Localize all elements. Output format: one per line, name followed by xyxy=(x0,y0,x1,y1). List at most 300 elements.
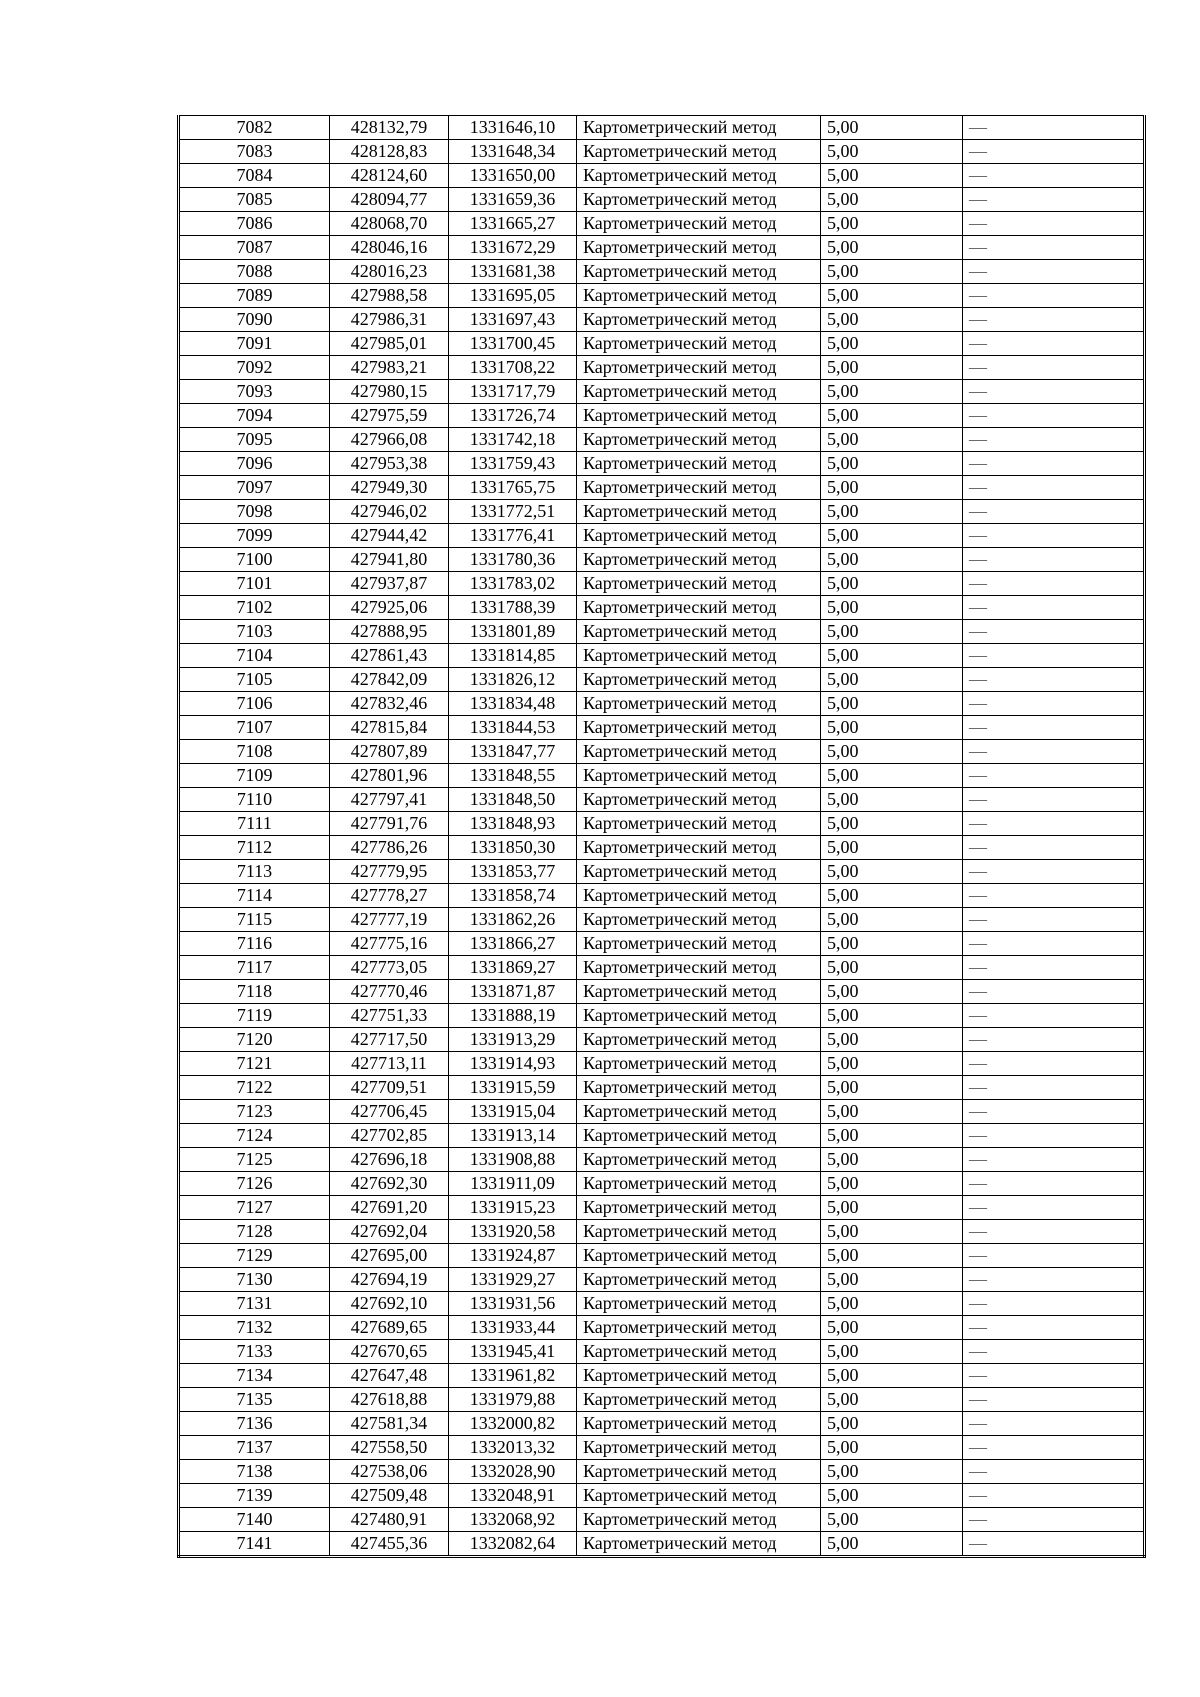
method-cell: Картометрический метод xyxy=(577,1148,821,1172)
point-number-cell: 7109 xyxy=(179,764,330,788)
table-row xyxy=(179,812,1145,836)
accuracy-cell: 5,00 xyxy=(821,1364,963,1388)
accuracy-cell: 5,00 xyxy=(821,764,963,788)
table-row xyxy=(179,356,1145,380)
table-row xyxy=(179,1004,1145,1028)
x-coordinate-cell: 427455,36 xyxy=(330,1532,449,1557)
y-coordinate-cell: 1332068,92 xyxy=(449,1508,577,1532)
accuracy-cell: 5,00 xyxy=(821,788,963,812)
method-cell: Картометрический метод xyxy=(577,356,821,380)
x-coordinate-cell: 427988,58 xyxy=(330,284,449,308)
x-coordinate-cell: 427670,65 xyxy=(330,1340,449,1364)
x-coordinate-cell: 427558,50 xyxy=(330,1436,449,1460)
y-coordinate-cell: 1331913,29 xyxy=(449,1028,577,1052)
point-number-cell: 7095 xyxy=(179,428,330,452)
description-cell: — xyxy=(963,836,1145,860)
y-coordinate-cell: 1331888,19 xyxy=(449,1004,577,1028)
accuracy-cell: 5,00 xyxy=(821,476,963,500)
accuracy-cell: 5,00 xyxy=(821,1172,963,1196)
point-number-cell: 7100 xyxy=(179,548,330,572)
x-coordinate-cell: 427953,38 xyxy=(330,452,449,476)
y-coordinate-cell: 1331853,77 xyxy=(449,860,577,884)
accuracy-cell: 5,00 xyxy=(821,1508,963,1532)
y-coordinate-cell: 1331848,93 xyxy=(449,812,577,836)
method-cell: Картометрический метод xyxy=(577,596,821,620)
x-coordinate-cell: 428128,83 xyxy=(330,140,449,164)
table-row xyxy=(179,764,1145,788)
table-row xyxy=(179,332,1145,356)
description-cell: — xyxy=(963,1052,1145,1076)
description-cell: — xyxy=(963,1172,1145,1196)
description-cell: — xyxy=(963,1004,1145,1028)
description-cell: — xyxy=(963,1412,1145,1436)
point-number-cell: 7121 xyxy=(179,1052,330,1076)
x-coordinate-cell: 427509,48 xyxy=(330,1484,449,1508)
point-number-cell: 7093 xyxy=(179,380,330,404)
table-row xyxy=(179,1508,1145,1532)
accuracy-cell: 5,00 xyxy=(821,212,963,236)
point-number-cell: 7126 xyxy=(179,1172,330,1196)
description-cell: — xyxy=(963,860,1145,884)
point-number-cell: 7086 xyxy=(179,212,330,236)
description-cell: — xyxy=(963,1220,1145,1244)
method-cell: Картометрический метод xyxy=(577,260,821,284)
point-number-cell: 7129 xyxy=(179,1244,330,1268)
method-cell: Картометрический метод xyxy=(577,380,821,404)
table-row xyxy=(179,692,1145,716)
method-cell: Картометрический метод xyxy=(577,1076,821,1100)
description-cell: — xyxy=(963,764,1145,788)
x-coordinate-cell: 427778,27 xyxy=(330,884,449,908)
x-coordinate-cell: 427647,48 xyxy=(330,1364,449,1388)
x-coordinate-cell: 427691,20 xyxy=(330,1196,449,1220)
x-coordinate-cell: 427944,42 xyxy=(330,524,449,548)
table-row xyxy=(179,644,1145,668)
table-row xyxy=(179,788,1145,812)
point-number-cell: 7127 xyxy=(179,1196,330,1220)
accuracy-cell: 5,00 xyxy=(821,836,963,860)
accuracy-cell: 5,00 xyxy=(821,1484,963,1508)
x-coordinate-cell: 428124,60 xyxy=(330,164,449,188)
table-row xyxy=(179,1412,1145,1436)
x-coordinate-cell: 427797,41 xyxy=(330,788,449,812)
point-number-cell: 7098 xyxy=(179,500,330,524)
y-coordinate-cell: 1331862,26 xyxy=(449,908,577,932)
point-number-cell: 7089 xyxy=(179,284,330,308)
description-cell: — xyxy=(963,428,1145,452)
description-cell: — xyxy=(963,476,1145,500)
point-number-cell: 7092 xyxy=(179,356,330,380)
y-coordinate-cell: 1331697,43 xyxy=(449,308,577,332)
description-cell: — xyxy=(963,284,1145,308)
y-coordinate-cell: 1331866,27 xyxy=(449,932,577,956)
y-coordinate-cell: 1332048,91 xyxy=(449,1484,577,1508)
y-coordinate-cell: 1331814,85 xyxy=(449,644,577,668)
description-cell: — xyxy=(963,308,1145,332)
point-number-cell: 7106 xyxy=(179,692,330,716)
point-number-cell: 7117 xyxy=(179,956,330,980)
point-number-cell: 7101 xyxy=(179,572,330,596)
description-cell: — xyxy=(963,1508,1145,1532)
accuracy-cell: 5,00 xyxy=(821,116,963,140)
y-coordinate-cell: 1331776,41 xyxy=(449,524,577,548)
description-cell: — xyxy=(963,1244,1145,1268)
accuracy-cell: 5,00 xyxy=(821,1028,963,1052)
x-coordinate-cell: 427706,45 xyxy=(330,1100,449,1124)
table-row xyxy=(179,980,1145,1004)
x-coordinate-cell: 427779,95 xyxy=(330,860,449,884)
description-cell: — xyxy=(963,500,1145,524)
accuracy-cell: 5,00 xyxy=(821,1076,963,1100)
y-coordinate-cell: 1331915,04 xyxy=(449,1100,577,1124)
point-number-cell: 7119 xyxy=(179,1004,330,1028)
x-coordinate-cell: 427751,33 xyxy=(330,1004,449,1028)
y-coordinate-cell: 1331648,34 xyxy=(449,140,577,164)
y-coordinate-cell: 1331742,18 xyxy=(449,428,577,452)
table-row xyxy=(179,1532,1145,1557)
x-coordinate-cell: 427581,34 xyxy=(330,1412,449,1436)
y-coordinate-cell: 1332028,90 xyxy=(449,1460,577,1484)
point-number-cell: 7112 xyxy=(179,836,330,860)
method-cell: Картометрический метод xyxy=(577,788,821,812)
point-number-cell: 7137 xyxy=(179,1436,330,1460)
table-row xyxy=(179,716,1145,740)
x-coordinate-cell: 428068,70 xyxy=(330,212,449,236)
x-coordinate-cell: 427832,46 xyxy=(330,692,449,716)
method-cell: Картометрический метод xyxy=(577,548,821,572)
table-row xyxy=(179,284,1145,308)
y-coordinate-cell: 1331979,88 xyxy=(449,1388,577,1412)
description-cell: — xyxy=(963,1364,1145,1388)
accuracy-cell: 5,00 xyxy=(821,1292,963,1316)
accuracy-cell: 5,00 xyxy=(821,980,963,1004)
table-row xyxy=(179,404,1145,428)
point-number-cell: 7135 xyxy=(179,1388,330,1412)
point-number-cell: 7141 xyxy=(179,1532,330,1557)
y-coordinate-cell: 1331780,36 xyxy=(449,548,577,572)
accuracy-cell: 5,00 xyxy=(821,260,963,284)
y-coordinate-cell: 1331915,59 xyxy=(449,1076,577,1100)
method-cell: Картометрический метод xyxy=(577,1052,821,1076)
point-number-cell: 7125 xyxy=(179,1148,330,1172)
table-row xyxy=(179,1028,1145,1052)
method-cell: Картометрический метод xyxy=(577,956,821,980)
point-number-cell: 7108 xyxy=(179,740,330,764)
y-coordinate-cell: 1331915,23 xyxy=(449,1196,577,1220)
accuracy-cell: 5,00 xyxy=(821,500,963,524)
table-row xyxy=(179,1244,1145,1268)
accuracy-cell: 5,00 xyxy=(821,1388,963,1412)
x-coordinate-cell: 427777,19 xyxy=(330,908,449,932)
point-number-cell: 7105 xyxy=(179,668,330,692)
point-number-cell: 7107 xyxy=(179,716,330,740)
table-row xyxy=(179,1076,1145,1100)
x-coordinate-cell: 427775,16 xyxy=(330,932,449,956)
accuracy-cell: 5,00 xyxy=(821,428,963,452)
table-row xyxy=(179,1196,1145,1220)
x-coordinate-cell: 427538,06 xyxy=(330,1460,449,1484)
table-row xyxy=(179,884,1145,908)
x-coordinate-cell: 427709,51 xyxy=(330,1076,449,1100)
accuracy-cell: 5,00 xyxy=(821,548,963,572)
table-row xyxy=(179,428,1145,452)
method-cell: Картометрический метод xyxy=(577,116,821,140)
table-row xyxy=(179,212,1145,236)
method-cell: Картометрический метод xyxy=(577,1436,821,1460)
point-number-cell: 7136 xyxy=(179,1412,330,1436)
table-row xyxy=(179,1436,1145,1460)
description-cell: — xyxy=(963,1124,1145,1148)
description-cell: — xyxy=(963,1076,1145,1100)
accuracy-cell: 5,00 xyxy=(821,164,963,188)
point-number-cell: 7091 xyxy=(179,332,330,356)
description-cell: — xyxy=(963,1436,1145,1460)
x-coordinate-cell: 427689,65 xyxy=(330,1316,449,1340)
accuracy-cell: 5,00 xyxy=(821,356,963,380)
x-coordinate-cell: 427713,11 xyxy=(330,1052,449,1076)
table-row xyxy=(179,1292,1145,1316)
table-row xyxy=(179,668,1145,692)
x-coordinate-cell: 427842,09 xyxy=(330,668,449,692)
method-cell: Картометрический метод xyxy=(577,764,821,788)
x-coordinate-cell: 427941,80 xyxy=(330,548,449,572)
description-cell: — xyxy=(963,404,1145,428)
method-cell: Картометрический метод xyxy=(577,740,821,764)
x-coordinate-cell: 427975,59 xyxy=(330,404,449,428)
description-cell: — xyxy=(963,1316,1145,1340)
y-coordinate-cell: 1331933,44 xyxy=(449,1316,577,1340)
y-coordinate-cell: 1331726,74 xyxy=(449,404,577,428)
accuracy-cell: 5,00 xyxy=(821,380,963,404)
accuracy-cell: 5,00 xyxy=(821,620,963,644)
table-row xyxy=(179,932,1145,956)
method-cell: Картометрический метод xyxy=(577,1292,821,1316)
x-coordinate-cell: 427694,19 xyxy=(330,1268,449,1292)
y-coordinate-cell: 1331920,58 xyxy=(449,1220,577,1244)
point-number-cell: 7128 xyxy=(179,1220,330,1244)
method-cell: Картометрический метод xyxy=(577,1028,821,1052)
description-cell: — xyxy=(963,620,1145,644)
description-cell: — xyxy=(963,1028,1145,1052)
method-cell: Картометрический метод xyxy=(577,1340,821,1364)
table-row xyxy=(179,1220,1145,1244)
method-cell: Картометрический метод xyxy=(577,860,821,884)
method-cell: Картометрический метод xyxy=(577,404,821,428)
point-number-cell: 7099 xyxy=(179,524,330,548)
x-coordinate-cell: 427791,76 xyxy=(330,812,449,836)
description-cell: — xyxy=(963,716,1145,740)
description-cell: — xyxy=(963,572,1145,596)
method-cell: Картометрический метод xyxy=(577,812,821,836)
accuracy-cell: 5,00 xyxy=(821,404,963,428)
x-coordinate-cell: 427702,85 xyxy=(330,1124,449,1148)
description-cell: — xyxy=(963,164,1145,188)
y-coordinate-cell: 1331911,09 xyxy=(449,1172,577,1196)
accuracy-cell: 5,00 xyxy=(821,236,963,260)
method-cell: Картометрический метод xyxy=(577,884,821,908)
method-cell: Картометрический метод xyxy=(577,1388,821,1412)
table-row xyxy=(179,1124,1145,1148)
y-coordinate-cell: 1331914,93 xyxy=(449,1052,577,1076)
y-coordinate-cell: 1331783,02 xyxy=(449,572,577,596)
y-coordinate-cell: 1331717,79 xyxy=(449,380,577,404)
table-row xyxy=(179,572,1145,596)
table-row xyxy=(179,380,1145,404)
point-number-cell: 7087 xyxy=(179,236,330,260)
x-coordinate-cell: 427925,06 xyxy=(330,596,449,620)
description-cell: — xyxy=(963,932,1145,956)
y-coordinate-cell: 1331929,27 xyxy=(449,1268,577,1292)
accuracy-cell: 5,00 xyxy=(821,812,963,836)
table-row xyxy=(179,500,1145,524)
x-coordinate-cell: 427770,46 xyxy=(330,980,449,1004)
method-cell: Картометрический метод xyxy=(577,572,821,596)
x-coordinate-cell: 427888,95 xyxy=(330,620,449,644)
point-number-cell: 7082 xyxy=(179,116,330,140)
point-number-cell: 7116 xyxy=(179,932,330,956)
x-coordinate-cell: 427692,10 xyxy=(330,1292,449,1316)
point-number-cell: 7111 xyxy=(179,812,330,836)
y-coordinate-cell: 1331772,51 xyxy=(449,500,577,524)
method-cell: Картометрический метод xyxy=(577,620,821,644)
y-coordinate-cell: 1331847,77 xyxy=(449,740,577,764)
point-number-cell: 7088 xyxy=(179,260,330,284)
y-coordinate-cell: 1331646,10 xyxy=(449,116,577,140)
description-cell: — xyxy=(963,908,1145,932)
method-cell: Картометрический метод xyxy=(577,476,821,500)
method-cell: Картометрический метод xyxy=(577,188,821,212)
table-row xyxy=(179,524,1145,548)
point-number-cell: 7134 xyxy=(179,1364,330,1388)
method-cell: Картометрический метод xyxy=(577,1364,821,1388)
accuracy-cell: 5,00 xyxy=(821,740,963,764)
y-coordinate-cell: 1332082,64 xyxy=(449,1532,577,1557)
x-coordinate-cell: 427696,18 xyxy=(330,1148,449,1172)
point-number-cell: 7085 xyxy=(179,188,330,212)
x-coordinate-cell: 427966,08 xyxy=(330,428,449,452)
description-cell: — xyxy=(963,1148,1145,1172)
description-cell: — xyxy=(963,1388,1145,1412)
x-coordinate-cell: 428016,23 xyxy=(330,260,449,284)
point-number-cell: 7132 xyxy=(179,1316,330,1340)
accuracy-cell: 5,00 xyxy=(821,1052,963,1076)
description-cell: — xyxy=(963,1460,1145,1484)
accuracy-cell: 5,00 xyxy=(821,956,963,980)
table-row xyxy=(179,1316,1145,1340)
table-row xyxy=(179,308,1145,332)
accuracy-cell: 5,00 xyxy=(821,1460,963,1484)
method-cell: Картометрический метод xyxy=(577,524,821,548)
description-cell: — xyxy=(963,788,1145,812)
table-row xyxy=(179,596,1145,620)
method-cell: Картометрический метод xyxy=(577,236,821,260)
table-row xyxy=(179,548,1145,572)
y-coordinate-cell: 1332013,32 xyxy=(449,1436,577,1460)
accuracy-cell: 5,00 xyxy=(821,1004,963,1028)
description-cell: — xyxy=(963,524,1145,548)
accuracy-cell: 5,00 xyxy=(821,1196,963,1220)
accuracy-cell: 5,00 xyxy=(821,188,963,212)
method-cell: Картометрический метод xyxy=(577,668,821,692)
x-coordinate-cell: 428046,16 xyxy=(330,236,449,260)
table-row xyxy=(179,188,1145,212)
method-cell: Картометрический метод xyxy=(577,1508,821,1532)
accuracy-cell: 5,00 xyxy=(821,140,963,164)
point-number-cell: 7133 xyxy=(179,1340,330,1364)
description-cell: — xyxy=(963,596,1145,620)
accuracy-cell: 5,00 xyxy=(821,596,963,620)
x-coordinate-cell: 427946,02 xyxy=(330,500,449,524)
description-cell: — xyxy=(963,644,1145,668)
accuracy-cell: 5,00 xyxy=(821,1220,963,1244)
table-row xyxy=(179,164,1145,188)
table-row xyxy=(179,1268,1145,1292)
x-coordinate-cell: 427801,96 xyxy=(330,764,449,788)
method-cell: Картометрический метод xyxy=(577,1460,821,1484)
table-row xyxy=(179,1100,1145,1124)
x-coordinate-cell: 428094,77 xyxy=(330,188,449,212)
description-cell: — xyxy=(963,452,1145,476)
description-cell: — xyxy=(963,116,1145,140)
y-coordinate-cell: 1331850,30 xyxy=(449,836,577,860)
point-number-cell: 7114 xyxy=(179,884,330,908)
y-coordinate-cell: 1331913,14 xyxy=(449,1124,577,1148)
method-cell: Картометрический метод xyxy=(577,164,821,188)
method-cell: Картометрический метод xyxy=(577,1196,821,1220)
point-number-cell: 7118 xyxy=(179,980,330,1004)
description-cell: — xyxy=(963,1100,1145,1124)
point-number-cell: 7120 xyxy=(179,1028,330,1052)
table-row xyxy=(179,476,1145,500)
y-coordinate-cell: 1331700,45 xyxy=(449,332,577,356)
x-coordinate-cell: 427692,04 xyxy=(330,1220,449,1244)
table-row xyxy=(179,1388,1145,1412)
method-cell: Картометрический метод xyxy=(577,1316,821,1340)
method-cell: Картометрический метод xyxy=(577,1484,821,1508)
y-coordinate-cell: 1331858,74 xyxy=(449,884,577,908)
point-number-cell: 7084 xyxy=(179,164,330,188)
x-coordinate-cell: 427980,15 xyxy=(330,380,449,404)
method-cell: Картометрический метод xyxy=(577,1100,821,1124)
y-coordinate-cell: 1331650,00 xyxy=(449,164,577,188)
x-coordinate-cell: 427983,21 xyxy=(330,356,449,380)
description-cell: — xyxy=(963,740,1145,764)
description-cell: — xyxy=(963,1532,1145,1557)
point-number-cell: 7139 xyxy=(179,1484,330,1508)
accuracy-cell: 5,00 xyxy=(821,1124,963,1148)
table-row xyxy=(179,1052,1145,1076)
x-coordinate-cell: 427786,26 xyxy=(330,836,449,860)
table-row xyxy=(179,1172,1145,1196)
description-cell: — xyxy=(963,1292,1145,1316)
y-coordinate-cell: 1331759,43 xyxy=(449,452,577,476)
table-row xyxy=(179,956,1145,980)
accuracy-cell: 5,00 xyxy=(821,1316,963,1340)
x-coordinate-cell: 427949,30 xyxy=(330,476,449,500)
point-number-cell: 7130 xyxy=(179,1268,330,1292)
table-row xyxy=(179,836,1145,860)
description-cell: — xyxy=(963,884,1145,908)
description-cell: — xyxy=(963,140,1145,164)
table-row xyxy=(179,1364,1145,1388)
y-coordinate-cell: 1331961,82 xyxy=(449,1364,577,1388)
table-body xyxy=(179,116,1145,1557)
table-row xyxy=(179,740,1145,764)
accuracy-cell: 5,00 xyxy=(821,716,963,740)
description-cell: — xyxy=(963,1268,1145,1292)
table-row xyxy=(179,140,1145,164)
table-row xyxy=(179,620,1145,644)
